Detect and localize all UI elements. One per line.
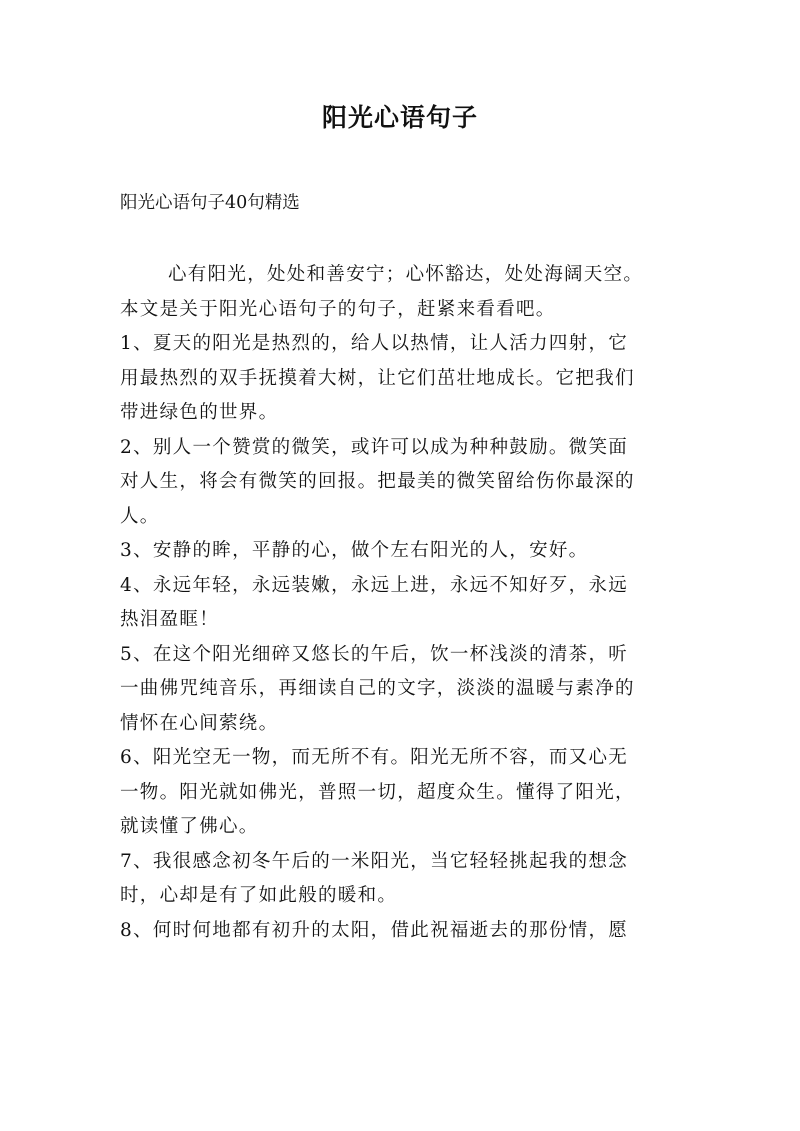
paragraph-line: 心有阳光，处处和善安宁；心怀豁达，处处海阔天空。 (168, 264, 644, 285)
paragraph-line: 热泪盈眶！ (120, 609, 220, 630)
paragraph-line: 2、别人一个赞赏的微笑，或许可以成为种种鼓励。微笑面 (120, 436, 629, 458)
paragraph-line: 情怀在心间萦绕。 (120, 712, 279, 734)
paragraph-line: 1、夏天的阳光是热烈的，给人以热情，让人活力四射，它 (120, 333, 629, 354)
paragraph-line: 时，心却是有了如此般的暖和。 (120, 885, 398, 906)
paragraph-line: 4、永远年轻，永远装嫩，永远上进，永远不知好歹，永远 (120, 574, 629, 596)
document-body (120, 258, 686, 948)
document-title: 阳光心语句子 (321, 103, 478, 132)
paragraph-line: 用最热烈的双手抚摸着大树，让它们茁壮地成长。它把我们 (120, 367, 635, 389)
paragraph-line: 5、在这个阳光细碎又悠长的午后，饮一杯浅淡的清茶，听 (120, 643, 629, 665)
paragraph-line: 7、我很感念初冬午后的一米阳光，当它轻轻挑起我的想念 (120, 850, 629, 872)
document-subtitle: 阳光心语句子40句精选 (120, 193, 300, 213)
paragraph-line: 6、阳光空无一物，而无所不有。阳光无所不容，而又心无 (120, 747, 629, 768)
paragraph-line: 8、何时何地都有初升的太阳，借此祝福逝去的那份情，愿 (120, 919, 629, 941)
paragraph-line: 人。 (120, 505, 160, 527)
paragraph-line: 3、安静的眸，平静的心，做个左右阳光的人，安好。 (120, 540, 589, 561)
paragraph-line: 本文是关于阳光心语句子的句子，赶紧来看看吧。 (120, 298, 556, 320)
paragraph-line: 一曲佛咒纯音乐，再细读自己的文字，淡淡的温暖与素净的 (120, 678, 635, 699)
paragraph-line: 就读懂了佛心。 (120, 816, 259, 837)
paragraph-line: 带进绿色的世界。 (120, 402, 279, 423)
paragraph-line: 一物。阳光就如佛光，普照一切，超度众生。懂得了阳光， (120, 781, 635, 803)
paragraph-line: 对人生，将会有微笑的回报。把最美的微笑留给伤你最深的 (120, 471, 635, 492)
